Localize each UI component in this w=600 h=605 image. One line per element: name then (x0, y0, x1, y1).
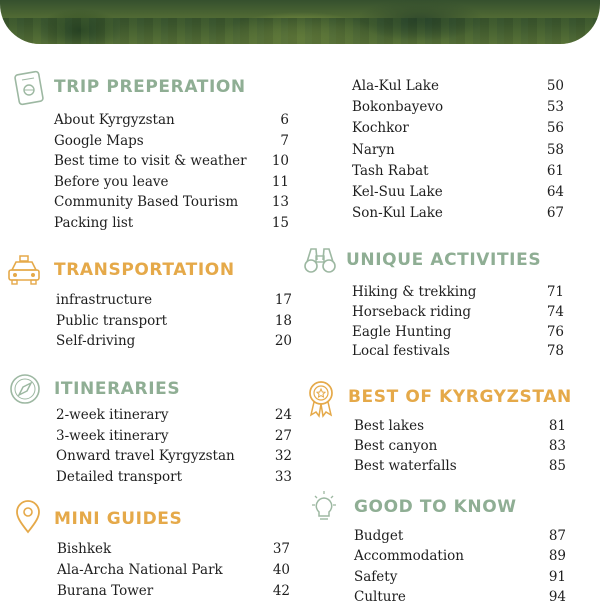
toc-entry-page-number: 10 (271, 153, 289, 170)
toc-entry-label: Eagle Hunting (352, 323, 452, 340)
award-ribbon-icon (306, 380, 336, 418)
section-title-good-to-know: GOOD TO KNOW (354, 497, 517, 517)
toc-entry-page-number: 67 (546, 205, 564, 222)
toc-entry-label: 3-week itinerary (56, 427, 169, 444)
toc-entry-label: Public transport (56, 312, 168, 329)
section-title-best-of-kyrgyzstan: BEST OF KYRGYZSTAN (348, 387, 572, 407)
toc-entry-label: Local festivals (352, 343, 450, 360)
toc-entry-label: Son-Kul Lake (352, 205, 443, 222)
header-landscape-photo (0, 0, 600, 44)
toc-entry-page-number: 18 (274, 312, 292, 329)
toc-entry-label: Detailed transport (56, 469, 183, 486)
toc-entry-page-number: 89 (548, 548, 566, 565)
toc-entry-page-number: 85 (548, 458, 566, 474)
binoculars-icon (302, 244, 338, 276)
toc-entry-page-number: 40 (272, 562, 290, 578)
toc-entry-label: Ala-Kul Lake (352, 78, 439, 94)
toc-entry-page-number: 37 (272, 541, 290, 557)
toc-entry-label: About Kyrgyzstan (54, 112, 175, 128)
toc-entry-page-number: 58 (546, 141, 564, 158)
toc-entry-page-number: 42 (272, 583, 290, 599)
toc-entry-label: Best waterfalls (354, 458, 457, 474)
section-title-itineraries: ITINERARIES (54, 379, 181, 399)
toc-entry-page-number: 33 (274, 469, 292, 486)
car-icon (6, 254, 42, 288)
toc-entry-label: Accommodation (354, 548, 464, 565)
toc-entry-label: Self-driving (56, 333, 136, 349)
toc-entry-label: Best time to visit & weather (54, 153, 247, 170)
toc-entry-page-number: 20 (274, 333, 292, 349)
section-title-transportation: TRANSPORTATION (54, 260, 235, 280)
toc-entry-page-number: 24 (274, 407, 292, 423)
toc-entry-page-number: 50 (546, 78, 564, 94)
toc-entry-label: Packing list (54, 215, 134, 231)
toc-entry-page-number: 71 (546, 284, 564, 300)
toc-entry-label: Bokonbayevo (352, 99, 444, 116)
toc-entry-label: Hiking & trekking (352, 284, 477, 300)
toc-entry-label: Community Based Tourism (54, 194, 239, 211)
toc-entry-page-number: 11 (271, 173, 289, 190)
toc-entry-page-number: 94 (548, 588, 566, 605)
toc-entry-page-number: 6 (280, 112, 289, 128)
toc-entry-label: Google Maps (54, 132, 144, 149)
toc-entry-label: Before you leave (54, 173, 169, 190)
compass-icon (8, 372, 42, 406)
toc-entry-label: Kochkor (352, 120, 409, 137)
toc-entry-label: Best lakes (354, 418, 425, 434)
toc-entry-label: Culture (354, 588, 406, 605)
toc-entry-page-number: 78 (546, 343, 564, 360)
toc-entry-page-number: 27 (274, 427, 292, 444)
section-title-unique-activities: UNIQUE ACTIVITIES (346, 250, 542, 270)
toc-entry-page-number: 15 (271, 215, 289, 231)
toc-entry-page-number: 91 (548, 568, 566, 585)
toc-entry-page-number: 61 (546, 162, 564, 179)
toc-entry-page-number: 74 (546, 303, 564, 320)
toc-entry-page-number: 17 (274, 292, 292, 308)
section-title-mini-guides: MINI GUIDES (54, 509, 183, 529)
toc-entry-label: Burana Tower (57, 583, 154, 599)
toc-entry-label: Budget (354, 528, 404, 544)
section-title-trip-preparation: TRIP PREPERATION (54, 77, 246, 97)
toc-entry-page-number: 83 (548, 438, 566, 454)
passport-icon (12, 70, 46, 106)
toc-entry-page-number: 13 (271, 194, 289, 211)
toc-entry-label: Naryn (352, 141, 395, 158)
toc-entry-label: 2-week itinerary (56, 407, 169, 423)
toc-entry-label: Onward travel Kyrgyzstan (56, 448, 235, 465)
toc-entry-label: Best canyon (354, 438, 438, 454)
toc-entry-page-number: 32 (274, 448, 292, 465)
toc-entry-page-number: 7 (280, 132, 289, 149)
toc-entry-label: Tash Rabat (352, 162, 429, 179)
toc-entry-page-number: 53 (546, 99, 564, 116)
toc-entry-label: Safety (354, 568, 398, 585)
toc-entry-page-number: 64 (546, 184, 564, 200)
toc-entry-label: Horseback riding (352, 303, 472, 320)
toc-entry-page-number: 56 (546, 120, 564, 137)
toc-entry-label: infrastructure (56, 292, 153, 308)
location-pin-icon (14, 500, 42, 534)
toc-entry-label: Ala-Archa National Park (57, 562, 223, 578)
toc-entry-label: Kel-Suu Lake (352, 184, 443, 200)
toc-entry-page-number: 81 (548, 418, 566, 434)
lightbulb-icon (308, 490, 340, 526)
toc-entry-label: Bishkek (57, 541, 112, 557)
toc-entry-page-number: 76 (546, 323, 564, 340)
toc-entry-page-number: 87 (548, 528, 566, 544)
